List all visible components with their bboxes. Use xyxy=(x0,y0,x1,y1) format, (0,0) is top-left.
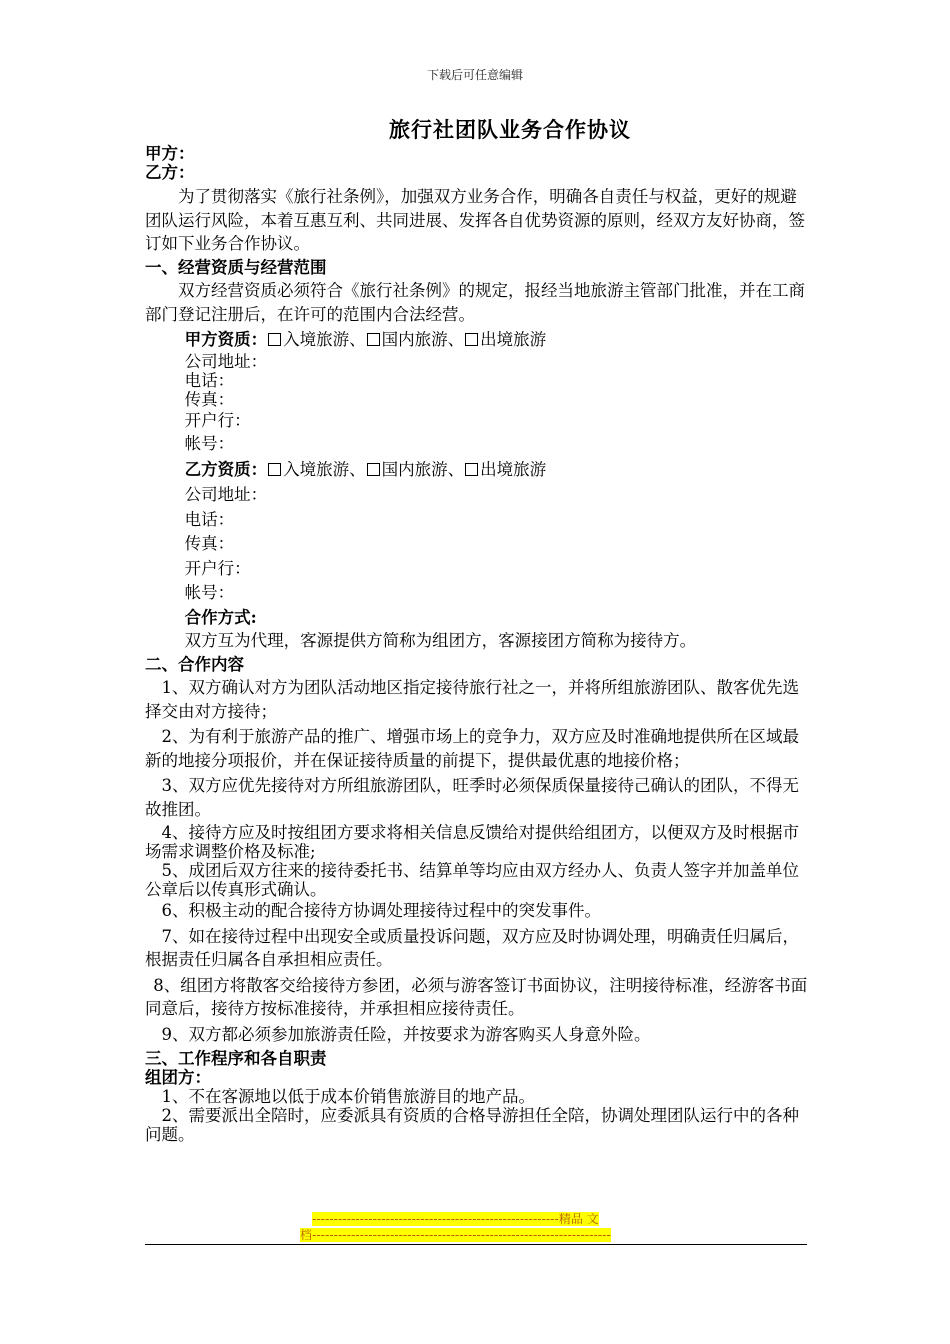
party-a-bank: 开户行： xyxy=(184,410,251,430)
separator: 、 xyxy=(447,459,465,479)
header-note: 下载后可任意编辑 xyxy=(426,68,523,82)
section-2-item-6: 6、积极主动的配合接待方协调处理接待过程中的突发事件。 xyxy=(161,901,601,920)
section-2-item-3: 3、双方应优先接待对方所组旅游团队，旺季时必须保质保量接待己确认的团队，不得无故推团。 xyxy=(145,776,799,819)
party-a-qual-label: 甲方资质： xyxy=(184,330,268,349)
footer-line-2: 档--------------------------------------------------------------------- xyxy=(300,1228,611,1242)
section-1-text: 双方经营资质必须符合《旅行社条例》的规定，报经当地旅游主管部门批准，并在工商部门登记注册后，在许可的范围内合法经营。 xyxy=(145,281,805,324)
checkbox-icon[interactable] xyxy=(367,463,380,476)
party-b-account: 帐号： xyxy=(184,583,235,602)
cooperation-text: 双方互为代理，客源提供方简称为组团方，客源接团方简称为接待方。 xyxy=(184,631,697,650)
party-b-address: 公司地址： xyxy=(184,485,268,504)
section-2-item-8: 8、组团方将散客交给接待方参团，必须与游客签订书面协议，注明接待标准，经游客书面同意后，接待方按标准接待，并承担相应接待责任。 xyxy=(145,975,808,1018)
option-domestic: 国内旅游 xyxy=(381,459,448,479)
option-outbound: 出境旅游 xyxy=(480,330,547,349)
section-1-heading: 一、经营资质与经营范围 xyxy=(145,257,327,277)
party-a-fax: 传真： xyxy=(184,389,235,409)
party-a-account: 帐号： xyxy=(184,434,235,453)
party-b-fax: 传真： xyxy=(184,534,235,553)
intro-paragraph: 为了贯彻落实《旅行社条例》，加强双方业务合作，明确各自责任与权益，更好的规避团队运行风险，本着互惠互利、共同进展、发挥各自优势资源的原则，经双方友好协商，签订如下业务合作协议。 xyxy=(145,187,805,253)
party-b-label: 乙方： xyxy=(145,163,195,182)
section-3-item-2: 2、需要派出全陪时，应委派具有资质的合格导游担任全陪，协调处理团队运行中的各种问题。 xyxy=(145,1106,799,1144)
footer-line-1: ---------------------------------------------------------精品 文 xyxy=(312,1212,599,1226)
separator: 、 xyxy=(349,459,366,479)
party-b-bank: 开户行： xyxy=(184,558,251,578)
party-a-label: 甲方： xyxy=(145,144,195,163)
section-2-item-4: 4、接待方应及时按组团方要求将相关信息反馈给对提供给组团方，以便双方及时根据市场需求调整价格及标准; xyxy=(145,823,799,861)
section-2-item-2: 2、为有利于旅游产品的推广、增强市场上的竞争力，双方应及时准确地提供所在区域最新的地接分项报价，并在保证接待质量的前提下，提供最优惠的地接价格； xyxy=(145,727,799,770)
party-a-qualification xyxy=(145,328,810,352)
footer-watermark xyxy=(300,1211,650,1243)
checkbox-icon[interactable] xyxy=(268,463,281,476)
option-outbound: 出境旅游 xyxy=(480,459,547,479)
checkbox-icon[interactable] xyxy=(367,333,380,346)
checkbox-icon[interactable] xyxy=(465,463,478,476)
checkbox-icon[interactable] xyxy=(465,333,478,346)
document-title: 旅行社团队业务合作协议 xyxy=(389,117,631,142)
option-inbound: 入境旅游 xyxy=(283,459,350,479)
party-b-phone: 电话： xyxy=(184,509,235,529)
option-inbound: 入境旅游 xyxy=(283,330,350,349)
party-a-address: 公司地址： xyxy=(184,351,268,371)
party-b-qual-label: 乙方资质： xyxy=(184,459,268,479)
document-body xyxy=(145,144,810,1144)
separator: 、 xyxy=(349,330,366,349)
section-2-item-5: 5、成团后双方往来的接待委托书、结算单等均应由双方经办人、负责人签字并加盖单位公章后以传真形式确认。 xyxy=(145,861,799,899)
footer-divider xyxy=(145,1244,807,1245)
section-3-heading: 三、工作程序和各自职责 xyxy=(145,1049,327,1068)
section-3-item-1: 1、不在客源地以低于成本价销售旅游目的地产品。 xyxy=(161,1087,535,1106)
section-2-item-7: 7、如在接待过程中出现安全或质量投诉问题，双方应及时协调处理，明确责任归属后，根据责任归属各自承担相应责任。 xyxy=(145,926,799,969)
option-domestic: 国内旅游 xyxy=(381,330,448,349)
cooperation-label: 合作方式: xyxy=(184,607,257,627)
party-b-qualification xyxy=(145,458,810,482)
party-a-phone: 电话： xyxy=(184,370,235,390)
separator: 、 xyxy=(447,330,465,349)
section-2-item-1: 1、双方确认对方为团队活动地区指定接待旅行社之一，并将所组旅游团队、散客优先选择交由对方接待； xyxy=(145,678,799,721)
section-2-item-9: 9、双方都必须参加旅游责任险，并按要求为游客购买人身意外险。 xyxy=(161,1024,651,1044)
checkbox-icon[interactable] xyxy=(268,333,281,346)
section-2-heading: 二、合作内容 xyxy=(145,654,244,674)
section-3-sub-label: 组团方： xyxy=(145,1068,211,1087)
